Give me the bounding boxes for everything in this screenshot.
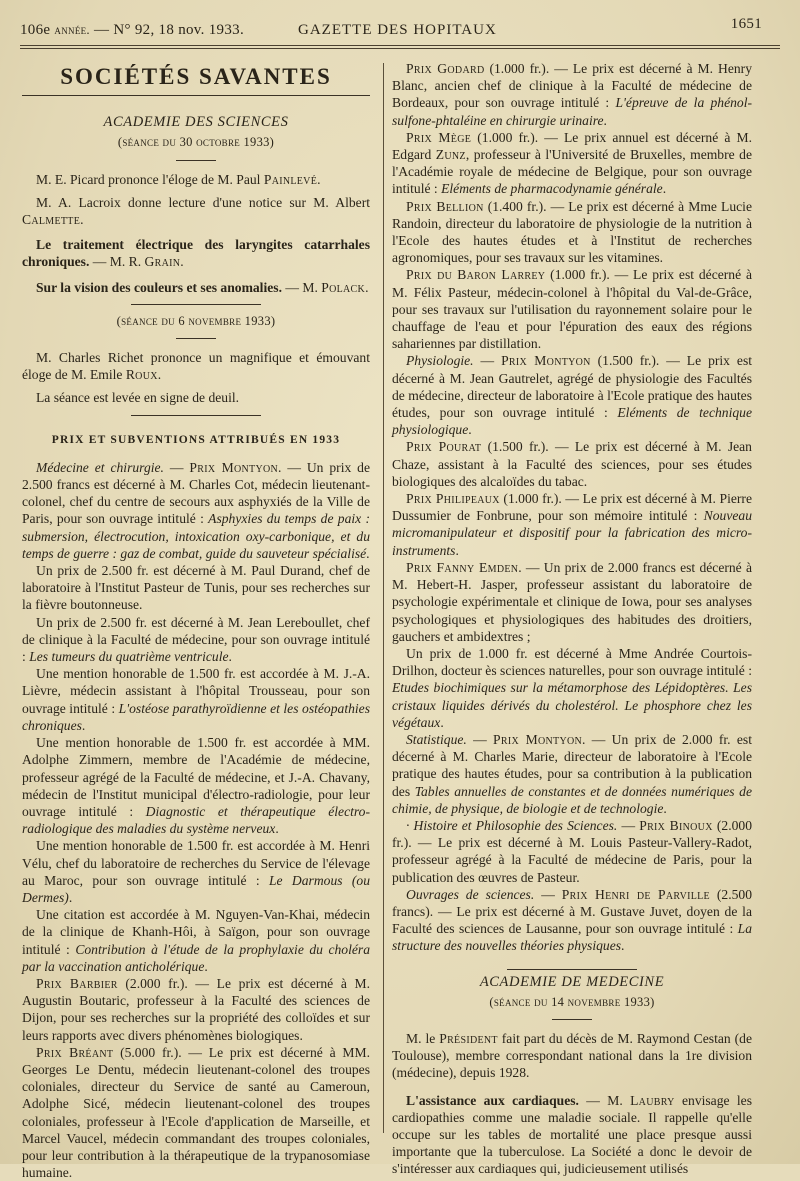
session-date: (séance du 14 novembre 1933) [489, 994, 655, 1009]
paragraph: Prix Fanny Emden. — Un prix de 2.000 francs est décerné à M. Hebert-H. Jasper, professeur assistant du laboratoire de psychologie expérimentale et clinique de Iowa, pour ses analyses psychologiques et physiologiques des habitudes des droitiers, gauchers et ambidextres ; [392, 559, 752, 644]
page-header [20, 16, 760, 46]
paragraph: Un prix de 2.500 fr. est décerné à M. Paul Durand, chef de laboratoire à l'Institut Pasteur de Tunis, pour ses recherches sur la fièvre boutonneuse. [22, 563, 370, 613]
paragraph: Ouvrages de sciences. — Prix Henri de Parville (2.500 francs). — Le prix est décerné à M. Gustave Juvet, doyen de la Faculté des sciences de Lausanne, pour son ouvrage intitulé : La structure des nouvelles théories physiques. [392, 886, 753, 954]
paragraph: Un prix de 1.000 fr. est décerné à Mme Andrée Courtois-Drilhon, docteur ès sciences naturelles, pour son ouvrage intitulé : Etudes biochimiques sur la métamorphose des Lépidoptères. Les cristaux liquides dérivés du cholestérol. Le phosphore chez les végétaux. [392, 645, 752, 730]
session-date: (séance du 30 octobre 1933) [117, 135, 275, 150]
paragraph: M. E. Picard prononce l'éloge de M. Paul Painlevé. [36, 171, 321, 187]
paragraph: Prix Barbier (2.000 fr.). — Le prix est décerné à M. Augustin Boutaric, professeur à la Faculté des sciences de Dijon, pour ses recherches sur la propriété des colloïdes et sur leurs rapports avec divers phénomènes biologiques. [22, 975, 370, 1043]
paragraph: · Histoire et Philosophie des Sciences. — Prix Binoux (2.000 fr.). — Le prix est décerné à M. Louis Pasteur-Vallery-Radot, professeur agrégé à la Faculté de médecine de Paris, pour la publication des œuvres de Pasteur. [392, 817, 753, 885]
right-column [392, 60, 752, 1178]
journal-name: GAZETTE DES HOPITAUX [298, 22, 497, 38]
paragraph: Statistique. — Prix Montyon. — Un prix de 2.000 fr. est décerné à M. Charles Marie, directeur de laboratoire à l'Ecole pratique des hautes études, pour sa contribution à la publication des Tables annuelles de constantes et de données numériques de chimie, de physique, de biologie et de technologie. [392, 731, 753, 816]
paragraph: Prix Godard (1.000 fr.). — Le prix est décerné à M. Henry Blanc, ancien chef de clinique à la Faculté de médecine de Bordeaux, pour son ouvrage intitulé : L'épreuve de la phénol-sulfone-phtaléine en chirurgie urinaire. [392, 61, 753, 128]
paragraph: Prix Bréant (5.000 fr.). — Le prix est décerné à MM. Georges Le Dentu, médecin lieutenant-colonel des troupes coloniales, directeur du Service de santé au Cameroun, Adolphe Sicé, médecin lieutenant-colonel des troupes coloniales, professeur à l'Ecole d'application de Marseille, et Marcel Vaucel, médecin commandant des troupes coloniales, pour leur contribution à la thérapeutique de la trypanosomiase humaine. [22, 1044, 370, 1181]
academy-heading: ACADEMIE DES SCIENCES [103, 114, 289, 131]
paragraph: Physiologie. — Prix Montyon (1.500 fr.). — Le prix est décerné à M. Jean Gautrelet, agrégé de physiologie des Facultés de médecine, directeur de laboratoire à l'Ecole pratique des hautes études, pour son ouvrage intitulé : Eléments de technique physiologique. [392, 353, 753, 438]
academy-heading: ACADEMIE DE MEDECINE [479, 973, 665, 990]
paragraph: Sur la vision des couleurs et ses anomalies. — M. Polack. [36, 279, 369, 295]
section-title: SOCIÉTÉS SAVANTES [60, 64, 332, 89]
divider [131, 415, 261, 416]
page-number: 1651 [730, 16, 762, 32]
paragraph: Prix Pourat (1.500 fr.). — Le prix est décerné à M. Jean Chaze, assistant à la Faculté des sciences, pour ses études biologiques des alcaloïdes du tabac. [392, 439, 752, 489]
paragraph: Un prix de 2.500 fr. est décerné à M. Jean Lereboullet, chef de clinique à la Faculté de médecine, pour son ouvrage intitulé : Les tumeurs du quatrième ventricule. [22, 614, 370, 665]
header-rule [20, 45, 780, 46]
paragraph: M. Charles Richet prononce un magnifique et émouvant éloge de M. Emile Roux. [22, 350, 370, 383]
paragraph: Une mention honorable de 1.500 fr. est accordée à M. Henri Vélu, chef du laboratoire de recherches du Service de l'élevage au Maroc, pour son ouvrage intitulé : Le Darmous (ou Dermes). [22, 838, 370, 905]
header-rule-2 [20, 48, 780, 49]
paragraph: Prix Bellion (1.400 fr.). — Le prix est décerné à Mme Lucie Randoin, directeur du laboratoire de physiologie de la nutrition à l'Ecole des hautes études et à l'Institut de recherches agronomiques, pour ses travaux sur les vitamines. [392, 198, 752, 266]
paragraph: Prix du Baron Larrey (1.000 fr.). — Le prix est décerné à M. Félix Pasteur, médecin-colonel à l'hôpital du Val-de-Grâce, pour ses travaux sur l'utilisation du rayonnement solaire pour le chauffage de l'eau et pour l'épuration des eaux des régions sahariennes par distillation. [392, 267, 752, 352]
paragraph: La séance est levée en signe de deuil. [36, 390, 240, 406]
session-date: (séance du 6 novembre 1933) [116, 313, 276, 328]
divider [507, 969, 637, 970]
paragraph: Une mention honorable de 1.500 fr. est accordée à MM. Adolphe Zimmern, membre de l'Académie de médecine, professeur agrégé de la Faculté de médecine, et J.-A. Chavany, médecin de l'Institut municipal d'électro-radiologie, pour leur ouvrage intitulé : Diagnostic et thérapeutique électro-radiologique des maladies du système nerveux. [22, 735, 371, 837]
paragraph: Une mention honorable de 1.500 fr. est accordée à M. J.-A. Lièvre, médecin assistant à l'hôpital Trousseau, pour son ouvrage intitulé : L'ostéose parathyroïdienne et les ostéopathies chroniques. [22, 666, 370, 733]
paragraph: L'assistance aux cardiaques. — M. Laubry envisage les cardiopathies comme une maladie sociale. Il rappelle qu'elle occupe sur les tables de mortalité une place presque aussi importante que la tuberculose. La Société a donc le devoir de s'intéresser aux cardiaques qui, judicieusement utilisés [392, 1092, 752, 1177]
paragraph: Médecine et chirurgie. — Prix Montyon. — Un prix de 2.500 francs est décerné à M. Charles Cot, médecin lieutenant-colonel, chef du centre de secours aux asphyxiés de la Ville de Paris, pour son ouvrage intitulé : Asphyxies du temps de paix : submersion, électrocution, intoxication oxy-carbonique, et du temps de guerre : gaz de combat, guide du sauveteur spécialisé. [22, 459, 371, 561]
column-divider [383, 63, 384, 1133]
section-rule [22, 95, 370, 96]
left-column [22, 60, 370, 1181]
paragraph: Prix Mège (1.000 fr.). — Le prix annuel est décerné à M. Edgard Zunz, professeur à l'Université de Bruxelles, membre de l'Académie royale de médecine de Belgique, pour son ouvrage intitulé : Eléments de pharmacodynamie générale. [392, 129, 753, 197]
prizes-heading: PRIX ET SUBVENTIONS ATTRIBUÉS EN 1933 [51, 433, 341, 446]
paragraph: Le traitement électrique des laryngites catarrhales chroniques. — M. R. Grain. [22, 237, 370, 270]
divider [131, 304, 261, 305]
paragraph: Prix Philipeaux (1.000 fr.). — Le prix est décerné à M. Pierre Dussumier de Fonbrune, pour son mémoire intitulé : Nouveau micromanipulateur et dispositif pour la fabrication des micro-instruments. [392, 491, 752, 558]
paragraph: M. A. Lacroix donne lecture d'une notice sur M. Albert Calmette. [22, 194, 370, 228]
issue-info: 106e année. — N° 92, 18 nov. 1933. [20, 22, 244, 38]
paragraph: M. le Président fait part du décès de M. Raymond Cestan (de Toulouse), membre correspondant national dans la 1re division (médecine), depuis 1928. [392, 1030, 752, 1081]
paragraph: Une citation est accordée à M. Nguyen-Van-Khai, médecin de la clinique de Khanh-Hôi, à Saïgon, pour son ouvrage intitulé : Contribution à l'étude de la prophylaxie du choléra par la vaccination anticholérique. [22, 907, 370, 974]
